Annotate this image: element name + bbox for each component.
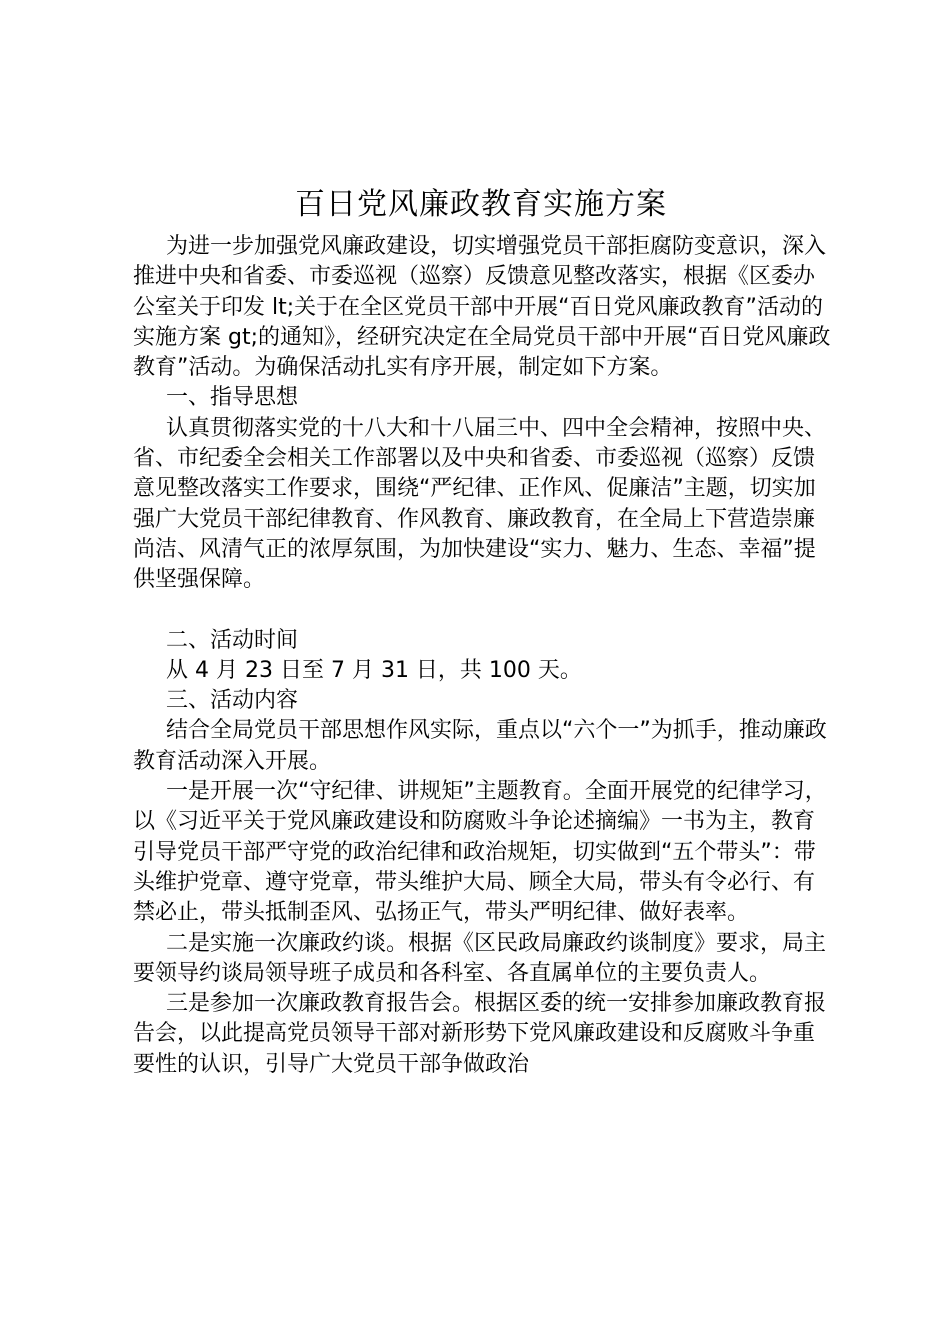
intro-paragraph: 为进一步加强党风廉政建设，切实增强党员干部拒腐防变意识，深入推进中央和省委、市委巡视（巡察）反馈意见整改落实，根据《区委办公室关于印发 lt;关于在全区党员干部中开展“百日党风廉政教育”活动的实施方案 gt;的通知》，经研究决定在全局党员干部中开展“百日党风廉政教育”活动。为确保活动扎实有序开展，制定如下方案。 xyxy=(133,234,831,381)
activity-time-paragraph: 从 4 月 23 日至 7 月 31 日，共 100 天。 xyxy=(166,657,582,683)
activity-content-intro-paragraph: 结合全局党员干部思想作风实际，重点以“六个一”为抓手，推动廉政教育活动深入开展。 xyxy=(133,718,827,774)
item-three-paragraph: 三是参加一次廉政教育报告会。根据区委的统一安排参加廉政教育报告会，以此提高党员领导干部对新形势下党风廉政建设和反腐败斗争重要性的认识，引导广大党员干部争做政治 xyxy=(133,991,827,1077)
document-title: 百日党风廉政教育实施方案 xyxy=(295,187,667,222)
guiding-ideology-paragraph: 认真贯彻落实党的十八大和十八届三中、四中全会精神，按照中央、省、市纪委全会相关工作部署以及中央和省委、市委巡视（巡察）反馈意见整改落实工作要求，围绕“严纪律、正作风、促廉洁”主题，切实加强广大党员干部纪律教育、作风教育、廉政教育，在全局上下营造崇廉尚洁、风清气正的浓厚氛围，为加快建设“实力、魅力、生态、幸福”提供坚强保障。 xyxy=(133,415,827,593)
paragraph-spacer xyxy=(133,596,833,626)
document-body xyxy=(133,232,833,1080)
item-one-paragraph: 一是开展一次“守纪律、讲规矩”主题教育。全面开展党的纪律学习，以《习近平关于党风廉政建设和防腐败斗争论述摘编》一书为主，教育引导党员干部严守党的政治纪律和政治规矩，切实做到“五个带头”：带头维护党章、遵守党章，带头维护大局、顾全大局，带头有令必行、有禁必止，带头抵制歪风、弘扬正气，带头严明纪律、做好表率。 xyxy=(133,779,827,926)
section-heading-activity-content: 三、活动内容 xyxy=(166,688,299,714)
section-heading-guiding-ideology: 一、指导思想 xyxy=(166,385,299,411)
item-two-paragraph: 二是实施一次廉政约谈。根据《区民政局廉政约谈制度》要求，局主要领导约谈局领导班子成员和各科室、各直属单位的主要负责人。 xyxy=(133,930,827,986)
section-heading-activity-time: 二、活动时间 xyxy=(166,627,299,653)
